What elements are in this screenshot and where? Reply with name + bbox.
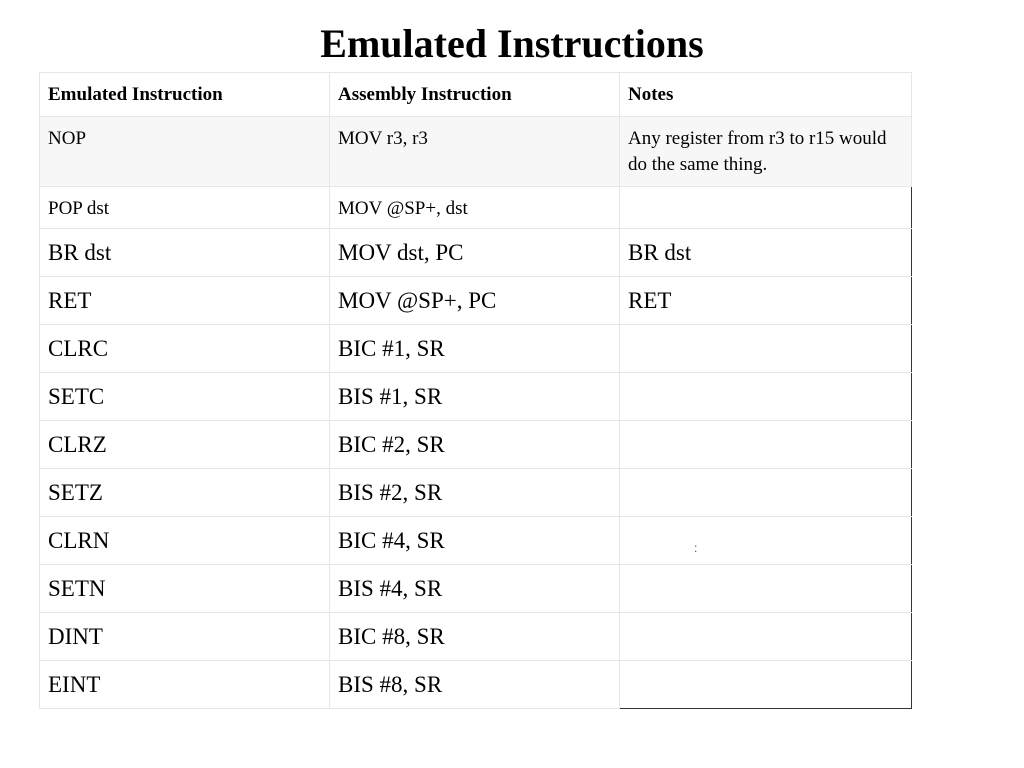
cell-notes: RET bbox=[620, 277, 912, 325]
cell-emulated: BR dst bbox=[40, 229, 330, 277]
table-row bbox=[40, 277, 912, 325]
cell-emulated: CLRZ bbox=[40, 421, 330, 469]
table-row bbox=[40, 117, 912, 187]
cell-assembly: BIC #1, SR bbox=[330, 325, 620, 373]
cell-notes bbox=[620, 469, 912, 517]
cell-emulated: RET bbox=[40, 277, 330, 325]
cell-emulated: SETN bbox=[40, 565, 330, 613]
cell-assembly: BIC #8, SR bbox=[330, 613, 620, 661]
cell-notes bbox=[620, 517, 912, 565]
page-title: Emulated Instructions bbox=[320, 21, 704, 66]
cell-emulated: SETC bbox=[40, 373, 330, 421]
table-row bbox=[40, 517, 912, 565]
cell-notes bbox=[620, 565, 912, 613]
cell-assembly: BIS #2, SR bbox=[330, 469, 620, 517]
header-emulated-instruction: Emulated Instruction bbox=[40, 73, 330, 117]
cell-assembly: MOV dst, PC bbox=[330, 229, 620, 277]
cell-notes bbox=[620, 613, 912, 661]
table-row bbox=[40, 565, 912, 613]
instruction-table-container bbox=[39, 72, 911, 709]
table-row bbox=[40, 421, 912, 469]
cell-emulated: DINT bbox=[40, 613, 330, 661]
cell-notes bbox=[620, 325, 912, 373]
table-row bbox=[40, 325, 912, 373]
cell-notes bbox=[620, 373, 912, 421]
cell-assembly: MOV @SP+, PC bbox=[330, 277, 620, 325]
cell-assembly: BIS #4, SR bbox=[330, 565, 620, 613]
cell-notes bbox=[620, 421, 912, 469]
cell-emulated: SETZ bbox=[40, 469, 330, 517]
table-row bbox=[40, 469, 912, 517]
table-row bbox=[40, 661, 912, 709]
table-row bbox=[40, 373, 912, 421]
cell-emulated: CLRC bbox=[40, 325, 330, 373]
cell-emulated: NOP bbox=[40, 117, 330, 187]
table-header-row bbox=[40, 73, 912, 117]
cell-notes bbox=[620, 187, 912, 229]
cell-assembly: BIS #8, SR bbox=[330, 661, 620, 709]
cell-assembly: BIC #2, SR bbox=[330, 421, 620, 469]
cell-notes: BR dst bbox=[620, 229, 912, 277]
cell-assembly: MOV @SP+, dst bbox=[330, 187, 620, 229]
table-row bbox=[40, 187, 912, 229]
stray-mark: : bbox=[694, 541, 698, 555]
cell-assembly: MOV r3, r3 bbox=[330, 117, 620, 187]
cell-assembly: BIS #1, SR bbox=[330, 373, 620, 421]
cell-assembly: BIC #4, SR bbox=[330, 517, 620, 565]
cell-emulated: EINT bbox=[40, 661, 330, 709]
cell-emulated: POP dst bbox=[40, 187, 330, 229]
table-row bbox=[40, 613, 912, 661]
header-assembly-instruction: Assembly Instruction bbox=[330, 73, 620, 117]
cell-notes: Any register from r3 to r15 would do the same thing. bbox=[620, 117, 912, 187]
cell-emulated: CLRN bbox=[40, 517, 330, 565]
cell-notes bbox=[620, 661, 912, 709]
table-row bbox=[40, 229, 912, 277]
header-notes: Notes bbox=[620, 73, 912, 117]
instruction-table bbox=[39, 72, 912, 709]
